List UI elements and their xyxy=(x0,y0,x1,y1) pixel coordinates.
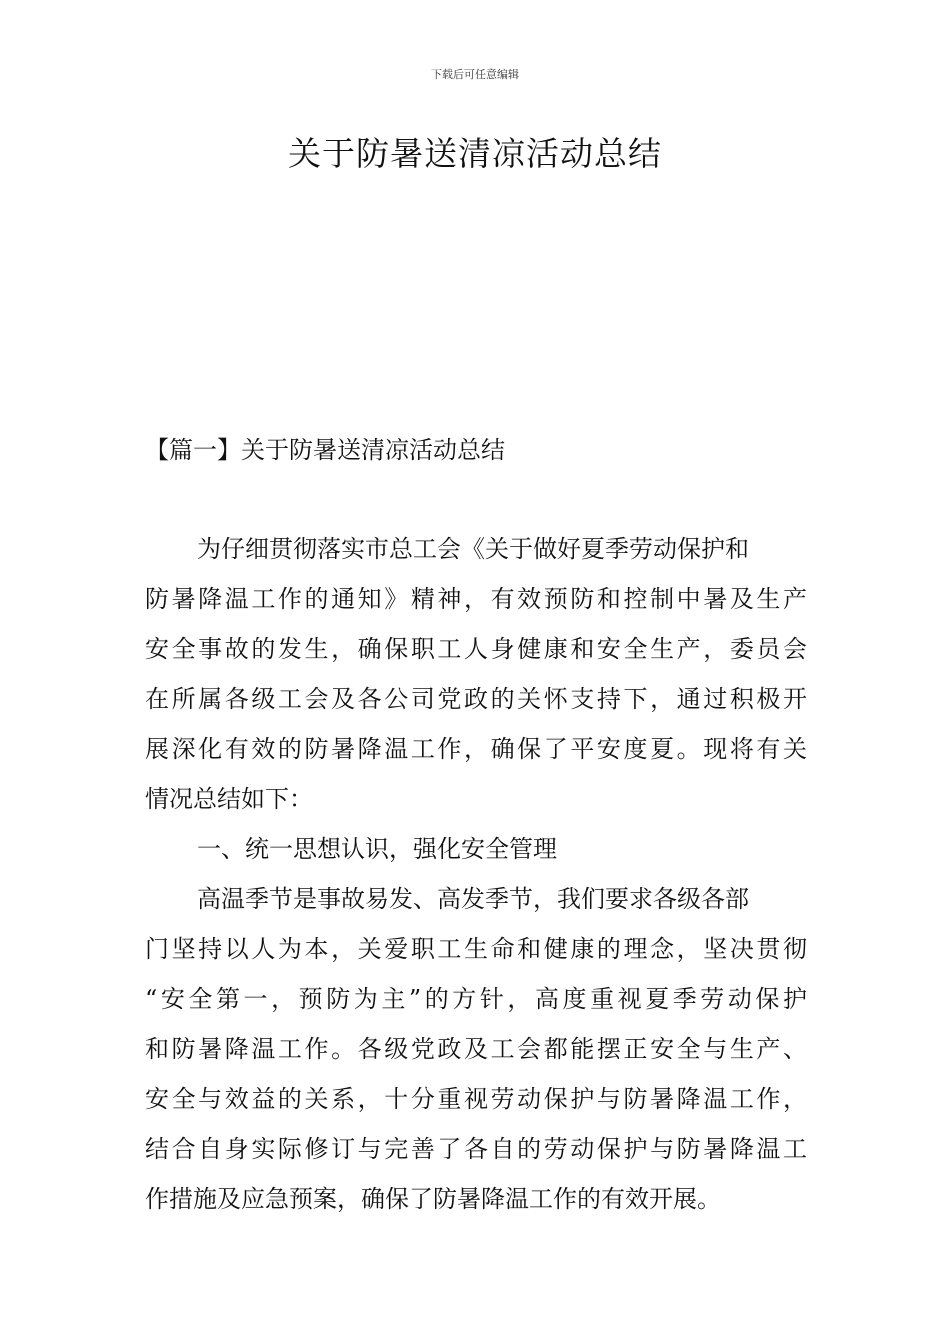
paragraph-line: 结合自身实际修订与完善了各自的劳动保护与防暑降温工 xyxy=(145,1135,807,1163)
section-heading: 【篇一】关于防暑送清凉活动总结 xyxy=(145,436,505,464)
paragraph-line: 门坚持以人为本，关爱职工生命和健康的理念，坚决贯彻 xyxy=(145,935,807,963)
paragraph-line: 防暑降温工作的通知》精神，有效预防和控制中暑及生产 xyxy=(145,585,807,613)
paragraph-line: “安全第一，预防为主”的方针，高度重视夏季劳动保护 xyxy=(145,985,807,1013)
subsection-heading: 一、统一思想认识，强化安全管理 xyxy=(197,835,557,863)
paragraph-line: 在所属各级工会及各公司党政的关怀支持下，通过积极开 xyxy=(145,685,807,713)
paragraph-line: 高温季节是事故易发、高发季节，我们要求各级各部 xyxy=(197,885,749,913)
paragraph-line: 安全事故的发生，确保职工人身健康和安全生产，委员会 xyxy=(145,635,807,663)
paragraph-line: 为仔细贯彻落实市总工会《关于做好夏季劳动保护和 xyxy=(197,535,749,563)
paragraph-line: 安全与效益的关系，十分重视劳动保护与防暑降温工作， xyxy=(145,1085,807,1113)
header-note: 下载后可任意编辑 xyxy=(431,68,519,81)
paragraph-line: 和防暑降温工作。各级党政及工会都能摆正安全与生产、 xyxy=(145,1035,807,1063)
paragraph-line: 展深化有效的防暑降温工作，确保了平安度夏。现将有关 xyxy=(145,735,807,763)
paragraph-line: 情况总结如下： xyxy=(145,785,313,813)
document-body xyxy=(145,524,807,1224)
paragraph-line: 作措施及应急预案，确保了防暑降温工作的有效开展。 xyxy=(145,1185,721,1213)
document-title: 关于防暑送清凉活动总结 xyxy=(288,134,662,173)
